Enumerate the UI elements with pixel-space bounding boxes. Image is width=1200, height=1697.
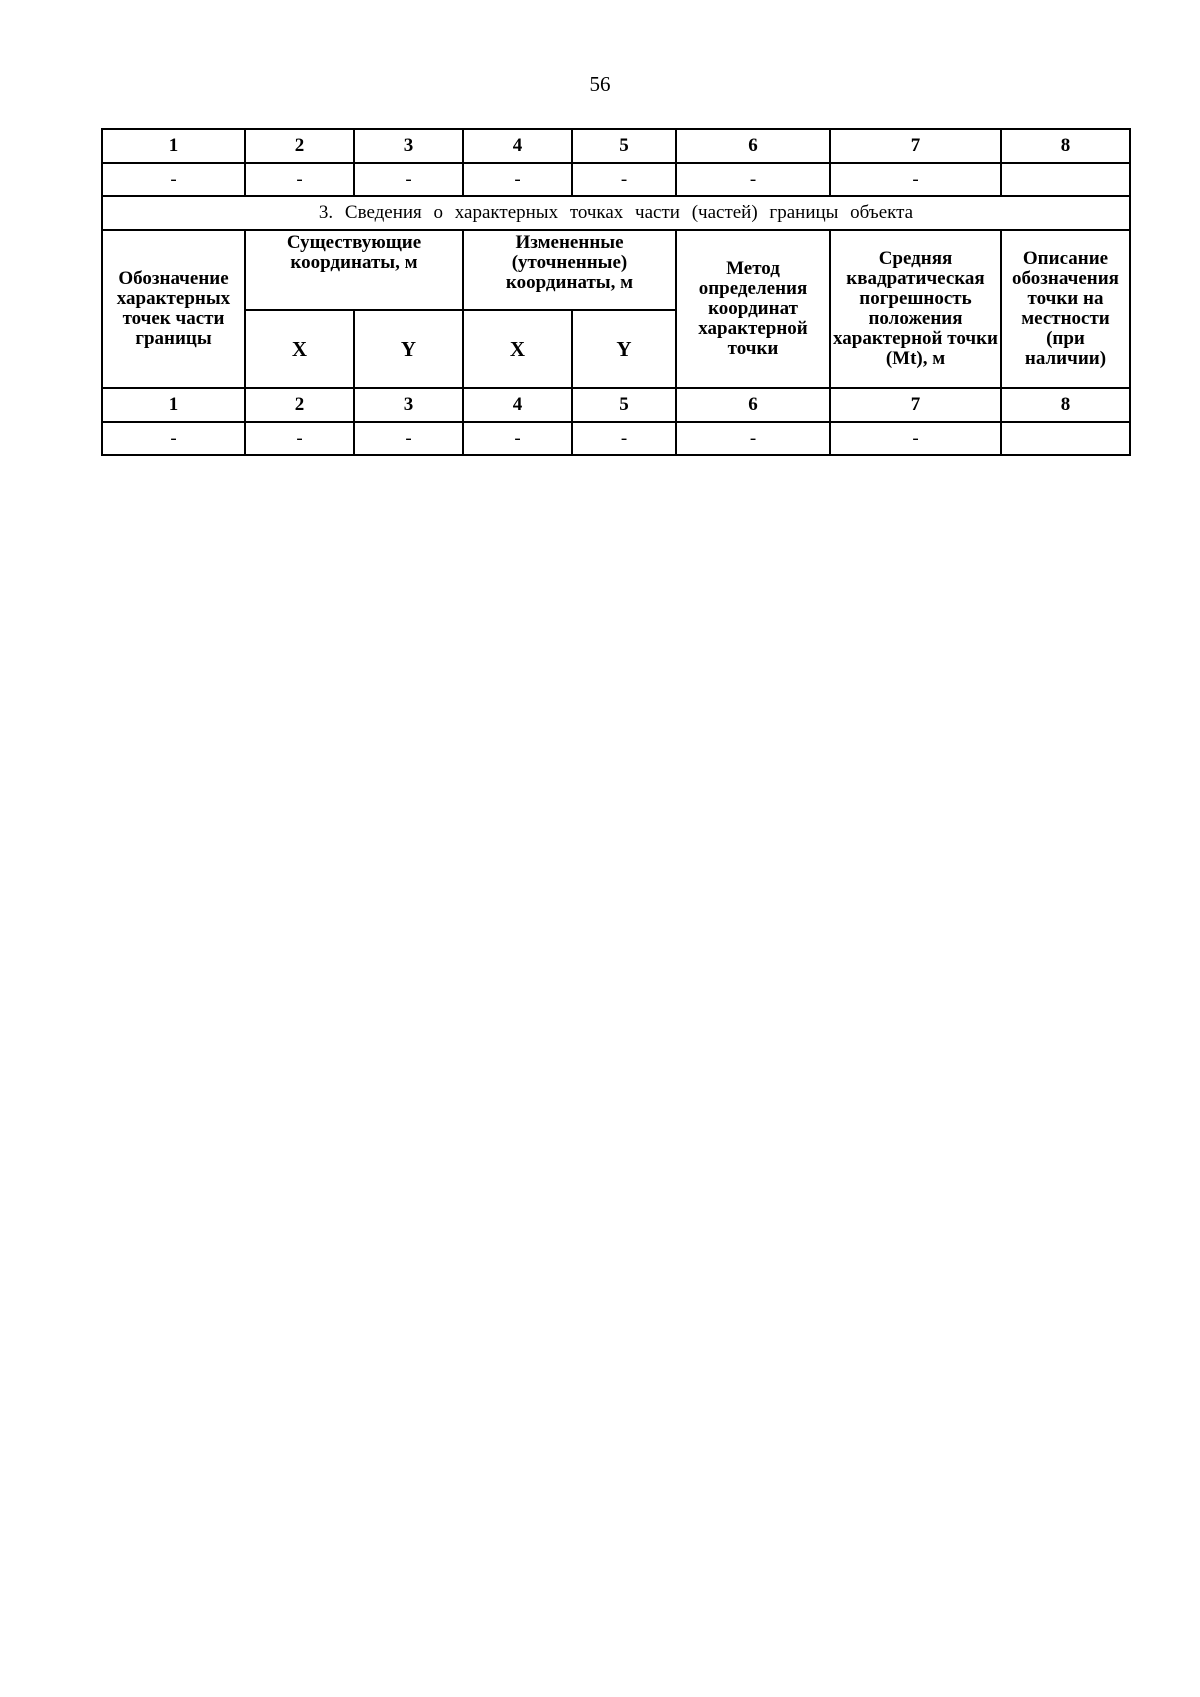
characteristic-points-table — [101, 128, 1131, 456]
table-cell: - — [463, 163, 572, 196]
table-cell: - — [102, 163, 245, 196]
header-changed-x: X — [463, 310, 572, 388]
column-number: 5 — [572, 129, 676, 163]
column-number: 1 — [102, 388, 245, 422]
header-changed-y: Y — [572, 310, 676, 388]
table-cell: - — [463, 422, 572, 455]
column-number: 4 — [463, 129, 572, 163]
column-number: 7 — [830, 388, 1001, 422]
section-title-row — [102, 196, 1130, 230]
header-changed-coordinates: Измененные (уточненные) координаты, м — [463, 230, 676, 310]
table-cell: - — [354, 163, 463, 196]
table-cell: - — [354, 422, 463, 455]
column-number: 3 — [354, 129, 463, 163]
table-cell: - — [676, 422, 830, 455]
column-number: 4 — [463, 388, 572, 422]
table-cell: - — [245, 163, 354, 196]
column-number: 3 — [354, 388, 463, 422]
table-cell — [1001, 422, 1130, 455]
table-row — [102, 163, 1130, 196]
table-row — [102, 422, 1130, 455]
table-cell: - — [572, 163, 676, 196]
header-mean-error: Средняя квадратическая погрешность положения характерной точки (Mt), м — [830, 230, 1001, 388]
section-title: 3. Сведения о характерных точках части (частей) границы объекта — [102, 196, 1130, 230]
table-cell: - — [676, 163, 830, 196]
header-row — [102, 230, 1130, 310]
table-cell: - — [830, 163, 1001, 196]
table-cell: - — [830, 422, 1001, 455]
column-number: 8 — [1001, 129, 1130, 163]
column-number-row — [102, 129, 1130, 163]
column-number: 6 — [676, 388, 830, 422]
column-number: 7 — [830, 129, 1001, 163]
header-designation: Обозначение характерных точек части границы — [102, 230, 245, 388]
header-existing-coordinates: Существующие координаты, м — [245, 230, 463, 310]
column-number: 8 — [1001, 388, 1130, 422]
page-number: 56 — [589, 72, 611, 96]
table-cell: - — [572, 422, 676, 455]
column-number: 2 — [245, 129, 354, 163]
column-number: 5 — [572, 388, 676, 422]
header-description: Описание обозначения точки на местности (при наличии) — [1001, 230, 1130, 388]
column-number: 1 — [102, 129, 245, 163]
column-number-row — [102, 388, 1130, 422]
header-existing-y: Y — [354, 310, 463, 388]
header-method: Метод определения координат характерной точки — [676, 230, 830, 388]
column-number: 2 — [245, 388, 354, 422]
table-cell — [1001, 163, 1130, 196]
table-cell: - — [245, 422, 354, 455]
table-cell: - — [102, 422, 245, 455]
header-existing-x: X — [245, 310, 354, 388]
column-number: 6 — [676, 129, 830, 163]
